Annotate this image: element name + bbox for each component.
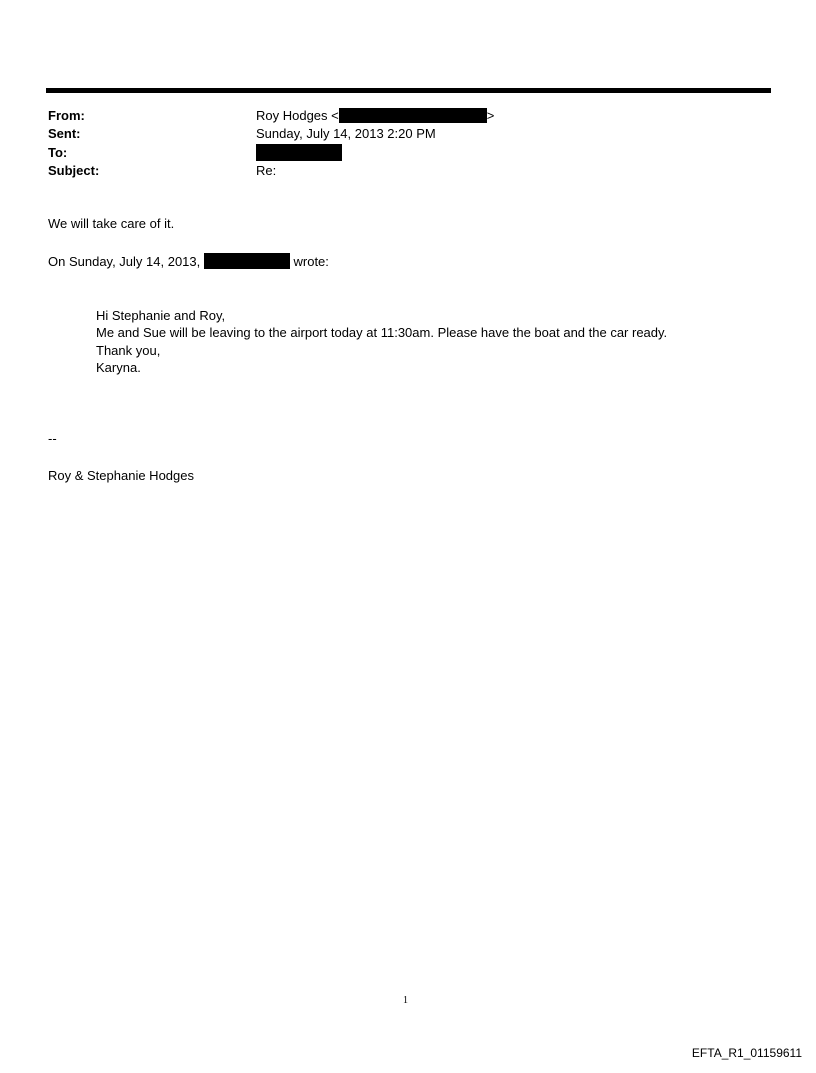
subject-value: Re: [256,163,277,178]
sent-label: Sent: [48,126,81,141]
redaction-block [204,253,290,269]
quote-intro-suffix: wrote: [293,254,329,269]
header-rule [46,88,771,93]
signature-separator: -- [48,431,57,446]
to-label: To: [48,145,68,160]
from-suffix: > [486,108,495,123]
quote-intro [48,253,329,271]
quoted-line: Me and Sue will be leaving to the airport today at 11:30am. Please have the boat and the car ready. [96,325,668,340]
from-label: From: [48,108,85,123]
document-id: EFTA_R1_01159611 [691,1046,802,1060]
quoted-line: Thank you, [96,343,161,358]
quoted-line: Hi Stephanie and Roy, [96,308,226,323]
from-name: Roy Hodges < [256,108,339,123]
redaction-block [256,144,342,161]
signature: Roy & Stephanie Hodges [48,468,194,483]
page-number: 1 [403,995,408,1006]
reply-text: We will take care of it. [48,216,175,231]
redaction-block [339,108,487,123]
subject-label: Subject: [48,163,100,178]
quoted-line: Karyna. [96,360,141,375]
to-value [256,144,342,163]
from-value [256,107,494,125]
sent-value: Sunday, July 14, 2013 2:20 PM [256,126,436,141]
quote-intro-prefix: On Sunday, July 14, 2013, [48,254,201,269]
